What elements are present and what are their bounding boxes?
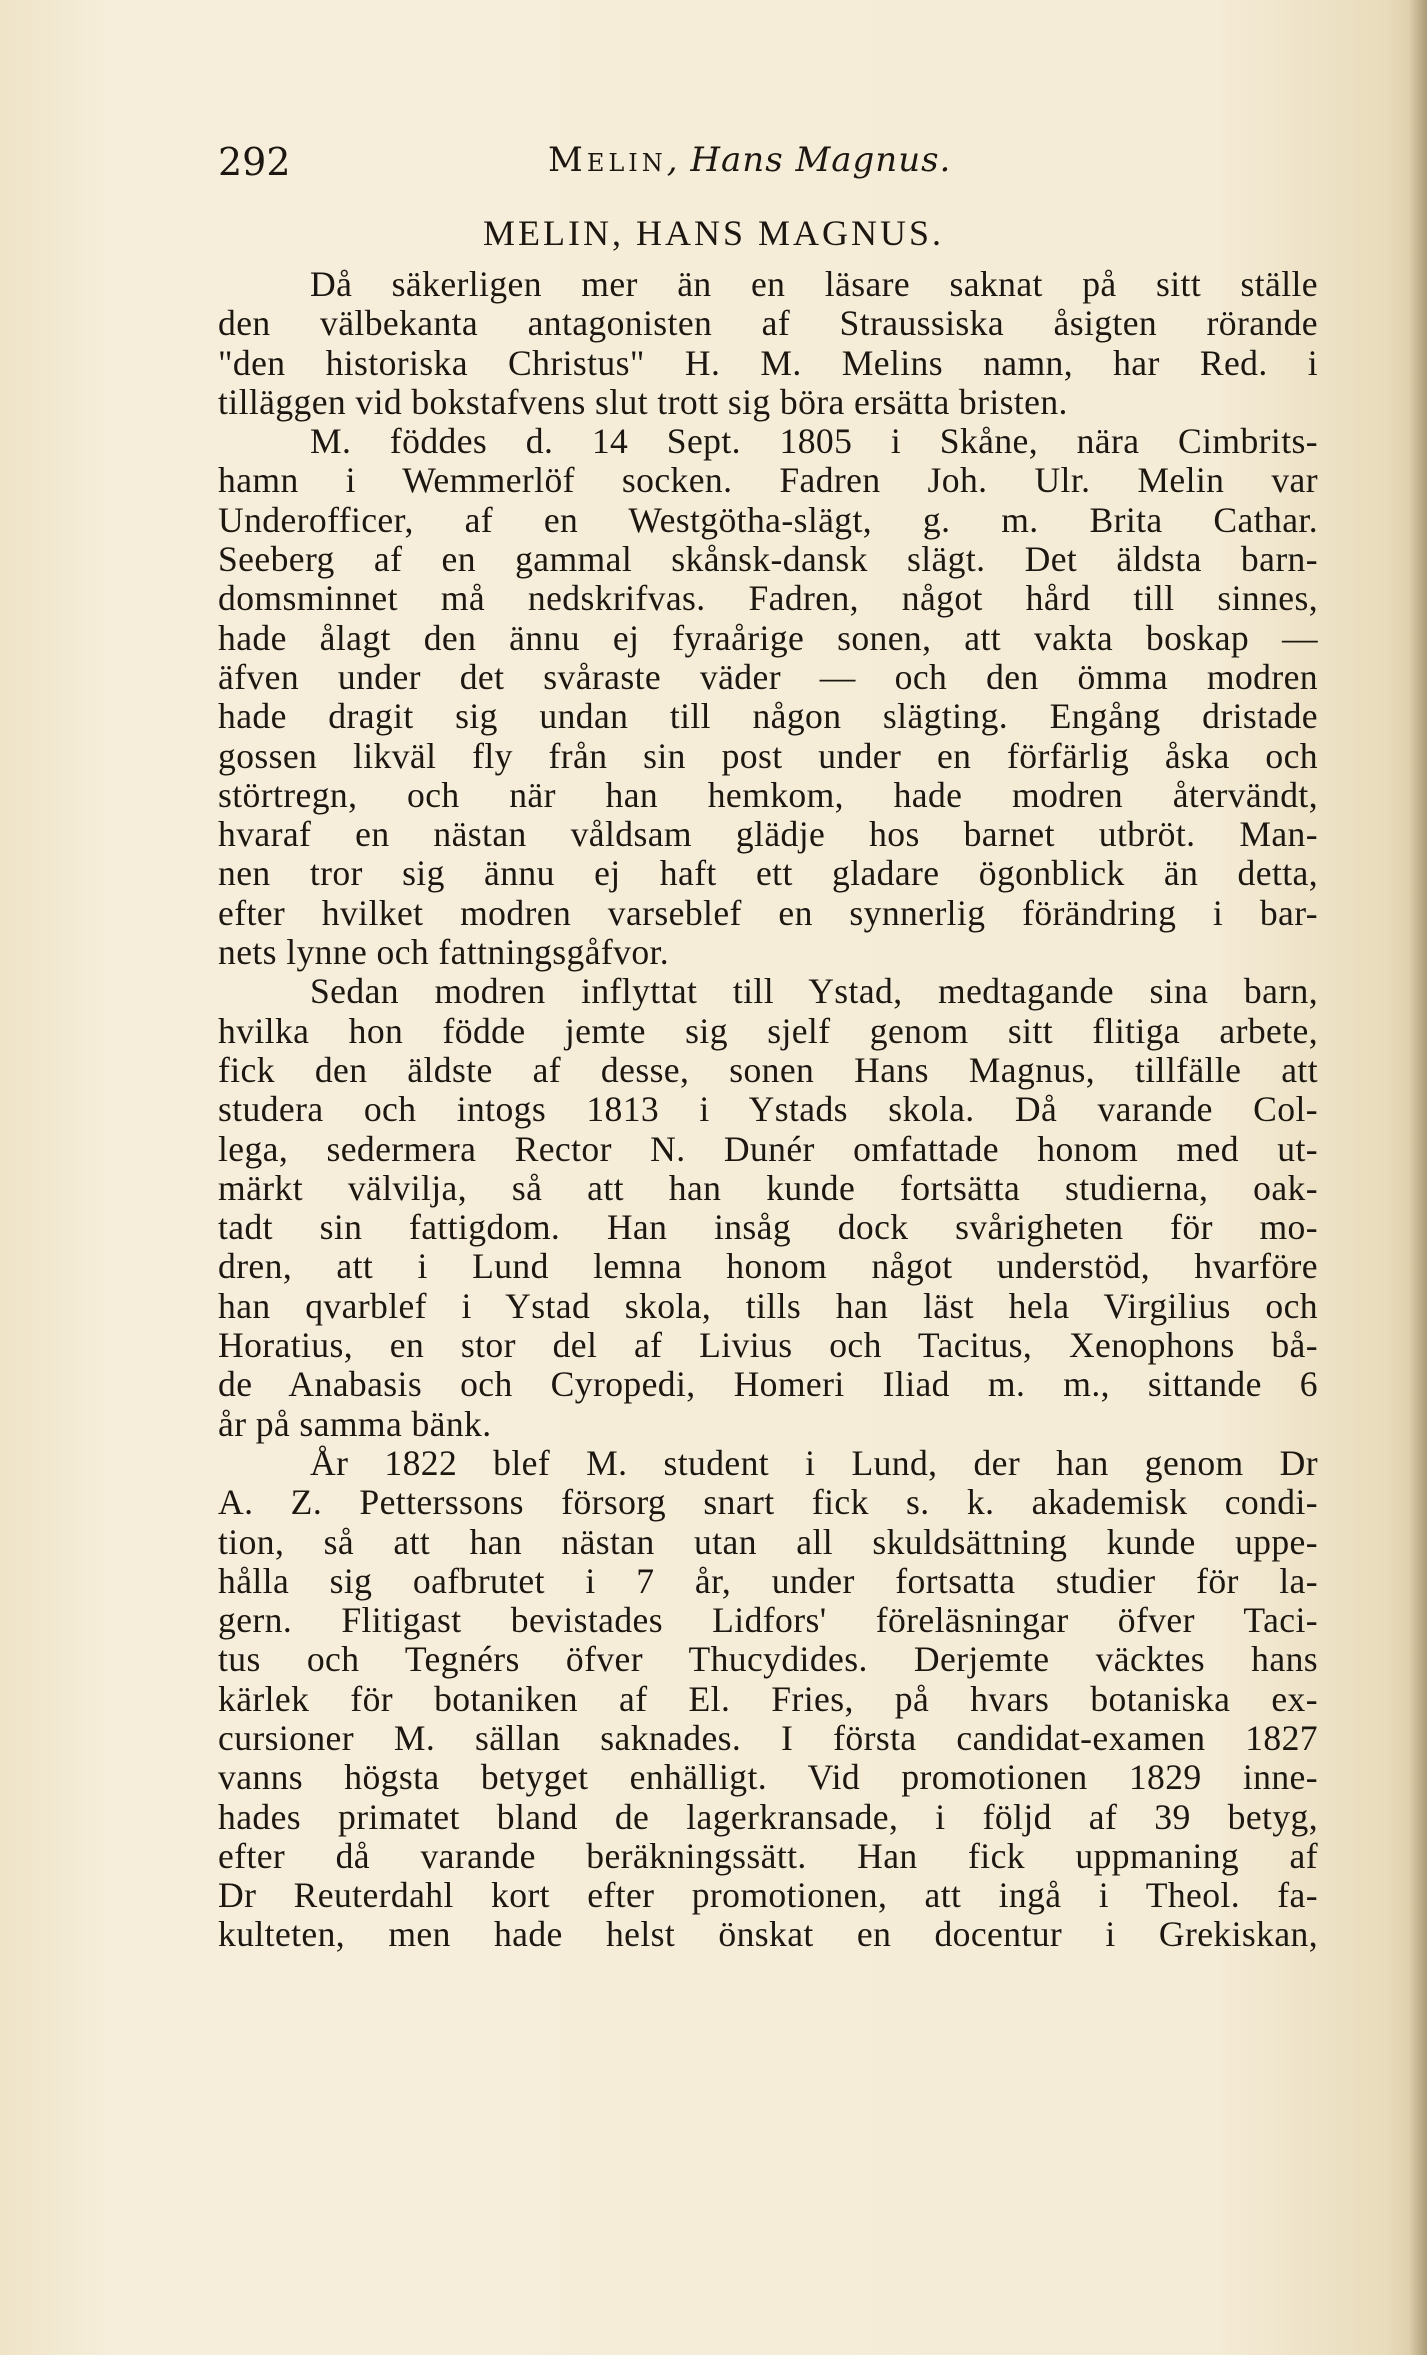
text-line: tion, så att han nästan utan all skuldsättning kunde uppe- [218, 1521, 1318, 1562]
text-line: gern. Flitigast bevistades Lidfors' föreläsningar öfver Taci- [218, 1600, 1318, 1641]
text-line: Underofficer, af en Westgötha-slägt, g. m. Brita Cathar. [218, 499, 1318, 540]
text-line: märkt välvilja, så att han kunde fortsätta studierna, oak- [218, 1167, 1318, 1208]
text-line: domsminnet må nedskrifvas. Fadren, något hård till sinnes, [218, 578, 1318, 619]
text-line: hamn i Wemmerlöf socken. Fadren Joh. Ulr. Melin var [218, 460, 1318, 501]
text-line: tadt sin fattigdom. Han insåg dock svårigheten för mo- [218, 1207, 1318, 1248]
text-line: kulteten, men hade helst önskat en docentur i Grekiskan, [218, 1914, 1318, 1955]
text-line: hade dragit sig undan till någon slägting. Engång dristade [218, 696, 1318, 737]
page-edge-shadow [1409, 0, 1427, 2355]
text-line: äfven under det svåraste väder — och den ömma modren [218, 656, 1318, 697]
page-number: 292 [218, 140, 291, 184]
paragraph [218, 972, 1318, 1444]
text-line: dren, att i Lund lemna honom något understöd, hvarföre [218, 1246, 1318, 1287]
text-line: de Anabasis och Cyropedi, Homeri Iliad m. m., sittande 6 [218, 1364, 1318, 1405]
text-line: vanns högsta betyget enhälligt. Vid promotionen 1829 inne- [218, 1757, 1318, 1798]
paragraph [218, 422, 1318, 972]
text-line: nets lynne och fattningsgåfvor. [218, 932, 670, 973]
text-line: M. föddes d. 14 Sept. 1805 i Skåne, nära Cimbrits- [310, 421, 1318, 462]
text-line: Dr Reuterdahl kort efter promotionen, att ingå i Theol. fa- [218, 1875, 1318, 1916]
paragraph [218, 265, 1318, 422]
text-line: Då säkerligen mer än en läsare saknat på sitt ställe [310, 264, 1318, 304]
text-line: "den historiska Christus" H. M. Melins namn, har Red. i [218, 342, 1318, 383]
article-body [218, 265, 1318, 1955]
text-line: Seeberg af en gammal skånsk-dansk slägt. Det äldsta barn- [218, 539, 1318, 580]
text-line: cursioner M. sällan saknades. I första candidat-examen 1827 [218, 1717, 1318, 1758]
article-title: MELIN, HANS MAGNUS. [482, 213, 944, 253]
text-line: hades primatet bland de lagerkransade, i följd af 39 betyg, [218, 1796, 1318, 1837]
text-line: A. Z. Petterssons försorg snart fick s. k. akademisk condi- [218, 1482, 1318, 1523]
running-head-surname: Melin [548, 140, 667, 180]
text-line: den välbekanta antagonisten af Straussiska åsigten rörande [218, 303, 1318, 344]
running-head-given-names: , Hans Magnus. [666, 140, 952, 180]
text-line: hade ålagt den ännu ej fyraårige sonen, att vakta boskap — [218, 617, 1318, 658]
text-line: hvilka hon födde jemte sig sjelf genom sitt flitiga arbete, [218, 1010, 1318, 1051]
text-line: han qvarblef i Ystad skola, tills han läst hela Virgilius och [218, 1285, 1318, 1326]
page-header [218, 140, 1318, 200]
text-line: Horatius, en stor del af Livius och Tacitus, Xenophons bå- [218, 1325, 1318, 1366]
text-line: hålla sig oafbrutet i 7 år, under fortsatta studier för la- [218, 1560, 1318, 1601]
text-line: nen tror sig ännu ej haft ett gladare ögonblick än detta, [218, 853, 1318, 894]
text-line: gossen likväl fly från sin post under en förfärlig åska och [218, 735, 1318, 776]
text-line: fick den äldste af desse, sonen Hans Magnus, tillfälle att [218, 1049, 1318, 1090]
text-line: kärlek för botaniken af El. Fries, på hvars botaniska ex- [218, 1678, 1318, 1719]
text-line: efter hvilket modren varseblef en synnerlig förändring i bar- [218, 892, 1318, 933]
running-head [548, 140, 951, 180]
text-line: studera och intogs 1813 i Ystads skola. Då varande Col- [218, 1089, 1318, 1130]
text-line: störtregn, och när han hemkom, hade modren återvändt, [218, 774, 1318, 815]
text-line: Sedan modren inflyttat till Ystad, medtagande sina barn, [310, 971, 1318, 1012]
text-line: år på samma bänk. [218, 1403, 492, 1444]
text-line: efter då varande beräkningssätt. Han fick uppmaning af [218, 1835, 1318, 1876]
text-line: tilläggen vid bokstafvens slut trott sig böra ersätta bristen. [218, 381, 1068, 422]
text-line: År 1822 blef M. student i Lund, der han genom Dr [310, 1442, 1318, 1483]
text-line: hvaraf en nästan våldsam glädje hos barnet utbröt. Man- [218, 814, 1318, 855]
paragraph [218, 1444, 1318, 1955]
text-line: lega, sedermera Rector N. Dunér omfattade honom med ut- [218, 1128, 1318, 1169]
text-line: tus och Tegnérs öfver Thucydides. Derjemte väcktes hans [218, 1639, 1318, 1680]
